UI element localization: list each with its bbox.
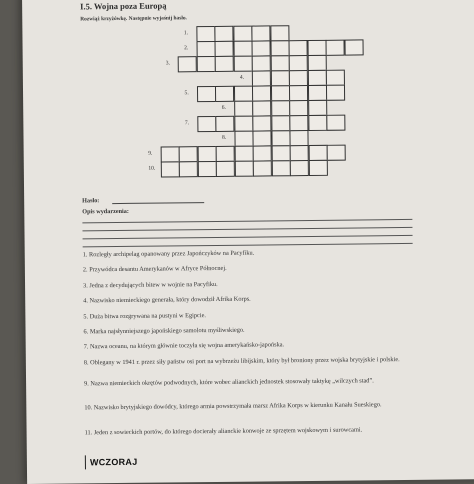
question-11: 11. Jeden z sowieckich portów, do którego docierały alianckie konwoje ze sprzętem wojskowym i surowcami. bbox=[84, 426, 363, 437]
crossword-cell[interactable] bbox=[160, 146, 179, 162]
crossword-cell[interactable] bbox=[252, 130, 271, 146]
crossword-cell[interactable] bbox=[307, 85, 326, 101]
page-title: I.5. Wojna poza Europą bbox=[80, 0, 167, 12]
crossword-cell[interactable] bbox=[196, 41, 215, 57]
crossword-cell[interactable] bbox=[233, 56, 252, 72]
crossword-cell[interactable] bbox=[326, 115, 345, 131]
crossword-cell[interactable] bbox=[307, 55, 326, 71]
crossword-row-number: 3. bbox=[165, 60, 170, 67]
crossword-cell[interactable] bbox=[216, 161, 235, 177]
crossword-cell[interactable] bbox=[233, 41, 252, 57]
crossword-cell[interactable] bbox=[234, 101, 253, 117]
crossword-cell[interactable] bbox=[270, 40, 289, 56]
description-line[interactable] bbox=[82, 227, 412, 231]
crossword-cell[interactable] bbox=[326, 85, 345, 101]
crossword-row-number: 5. bbox=[184, 90, 189, 97]
description-line[interactable] bbox=[83, 243, 413, 247]
crossword-cell[interactable] bbox=[234, 131, 253, 147]
worksheet-page bbox=[22, 0, 474, 484]
question-8: 8. Oblegany w 1941 r. przez siły państw osi port na wybrzeżu libijskim, który był broniony przez wojska brytyjskie i polskie. bbox=[83, 356, 400, 367]
crossword-cell[interactable] bbox=[160, 161, 179, 177]
crossword-cell[interactable] bbox=[234, 116, 253, 132]
question-10: 10. Nazwisko brytyjskiego dowódcy, którego armia powstrzymała marsz Afrika Korps w kierunku Kanału Sueskiego. bbox=[84, 401, 382, 412]
crossword-cell[interactable] bbox=[233, 86, 252, 102]
crossword-cell[interactable] bbox=[289, 115, 308, 131]
crossword-cell[interactable] bbox=[196, 86, 215, 102]
crossword-cell[interactable] bbox=[216, 146, 235, 162]
crossword-row-number: 6. bbox=[221, 104, 226, 111]
crossword-cell[interactable] bbox=[252, 115, 271, 131]
crossword-cell[interactable] bbox=[271, 145, 290, 161]
crossword-cell[interactable] bbox=[308, 160, 327, 176]
crossword-row-number: 1. bbox=[183, 30, 189, 37]
question-7: 7. Nazwa oceanu, na którym głównie toczyła się wojna amerykańsko-japońska. bbox=[83, 341, 285, 351]
crossword-cell[interactable] bbox=[253, 160, 272, 176]
crossword-cell[interactable] bbox=[289, 70, 308, 86]
crossword-cell[interactable] bbox=[307, 70, 326, 86]
crossword-cell[interactable] bbox=[308, 115, 327, 131]
crossword-cell[interactable] bbox=[234, 161, 253, 177]
question-5: 5. Duża bitwa rozgrywana na pustyni w Egipcie. bbox=[83, 312, 206, 321]
crossword-row-number: 4. bbox=[239, 74, 245, 81]
crossword-cell[interactable] bbox=[215, 56, 234, 72]
crossword-cell[interactable] bbox=[289, 100, 308, 116]
crossword-cell[interactable] bbox=[325, 40, 344, 56]
crossword-cell[interactable] bbox=[179, 146, 198, 162]
crossword-cell[interactable] bbox=[271, 160, 290, 176]
crossword-cell[interactable] bbox=[290, 160, 309, 176]
crossword-cell[interactable] bbox=[289, 130, 308, 146]
crossword-cell[interactable] bbox=[270, 70, 289, 86]
crossword-cell[interactable] bbox=[271, 130, 290, 146]
crossword-cell[interactable] bbox=[271, 115, 290, 131]
crossword-cell[interactable] bbox=[252, 85, 271, 101]
crossword-cell[interactable] bbox=[196, 26, 215, 42]
crossword-cell[interactable] bbox=[196, 56, 215, 72]
crossword-cell[interactable] bbox=[253, 145, 272, 161]
crossword-cell[interactable] bbox=[178, 56, 197, 72]
crossword-cell[interactable] bbox=[344, 39, 363, 55]
question-1: 1. Rozległy archipelag opanowany przez Japończyków na Pacyfiku. bbox=[82, 249, 255, 259]
crossword-cell[interactable] bbox=[307, 40, 326, 56]
crossword-cell[interactable] bbox=[288, 40, 307, 56]
crossword-cell[interactable] bbox=[308, 145, 327, 161]
crossword-cell[interactable] bbox=[197, 146, 216, 162]
haslo-answer-line[interactable] bbox=[112, 202, 204, 204]
haslo-label: Hasło: bbox=[82, 197, 100, 205]
question-6: 6. Marka najsłynniejszego japońskiego samolotu myśliwskiego. bbox=[83, 326, 245, 336]
question-3: 3. Jedna z decydujących bitew w wojnie na Pacyfiku. bbox=[83, 280, 218, 290]
crossword-cell[interactable] bbox=[270, 25, 289, 41]
publisher-logo: WCZORAJ bbox=[89, 456, 138, 468]
crossword-row-number: 8. bbox=[221, 134, 227, 141]
crossword-cell[interactable] bbox=[289, 85, 308, 101]
crossword-cell[interactable] bbox=[215, 41, 234, 57]
question-4: 4. Nazwisko niemieckiego generała, który dowodził Afrika Korps. bbox=[83, 295, 251, 305]
crossword-cell[interactable] bbox=[215, 86, 234, 102]
crossword-cell[interactable] bbox=[270, 55, 289, 71]
instruction-text: Rozwiąż krzyżówkę. Następnie wyjaśnij hasło. bbox=[80, 15, 187, 23]
crossword-cell[interactable] bbox=[289, 55, 308, 71]
crossword-cell[interactable] bbox=[252, 70, 271, 86]
crossword-row-number: 9. bbox=[148, 150, 153, 157]
crossword-cell[interactable] bbox=[197, 116, 216, 132]
crossword-cell[interactable] bbox=[271, 100, 290, 116]
opis-label: Opis wydarzenia: bbox=[82, 207, 129, 216]
crossword-cell[interactable] bbox=[252, 55, 271, 71]
description-line[interactable] bbox=[82, 219, 412, 223]
crossword-cell[interactable] bbox=[233, 26, 252, 42]
crossword-cell[interactable] bbox=[215, 116, 234, 132]
crossword-cell[interactable] bbox=[197, 161, 216, 177]
crossword-cell[interactable] bbox=[251, 25, 270, 41]
crossword-cell[interactable] bbox=[290, 145, 309, 161]
crossword-cell[interactable] bbox=[252, 100, 271, 116]
crossword-row-number: 10. bbox=[148, 165, 156, 172]
crossword-cell[interactable] bbox=[234, 146, 253, 162]
crossword-row-number: 7. bbox=[184, 120, 190, 127]
crossword-row-number: 2. bbox=[184, 45, 189, 52]
crossword-cell[interactable] bbox=[179, 161, 198, 177]
crossword-cell[interactable] bbox=[308, 100, 327, 116]
crossword-cell[interactable] bbox=[214, 26, 233, 42]
crossword-cell[interactable] bbox=[270, 85, 289, 101]
crossword-cell[interactable] bbox=[327, 145, 346, 161]
question-9: 9. Nazwa niemieckich okrętów podwodnych, które wobec alianckich jednostek stosowały taktykę „wilczych stad”. bbox=[84, 377, 374, 388]
description-line[interactable] bbox=[83, 235, 413, 239]
crossword-cell[interactable] bbox=[326, 70, 345, 86]
question-2: 2. Przywódca desantu Amerykanów w Afryce Północnej. bbox=[82, 264, 227, 274]
crossword-cell[interactable] bbox=[252, 40, 271, 56]
